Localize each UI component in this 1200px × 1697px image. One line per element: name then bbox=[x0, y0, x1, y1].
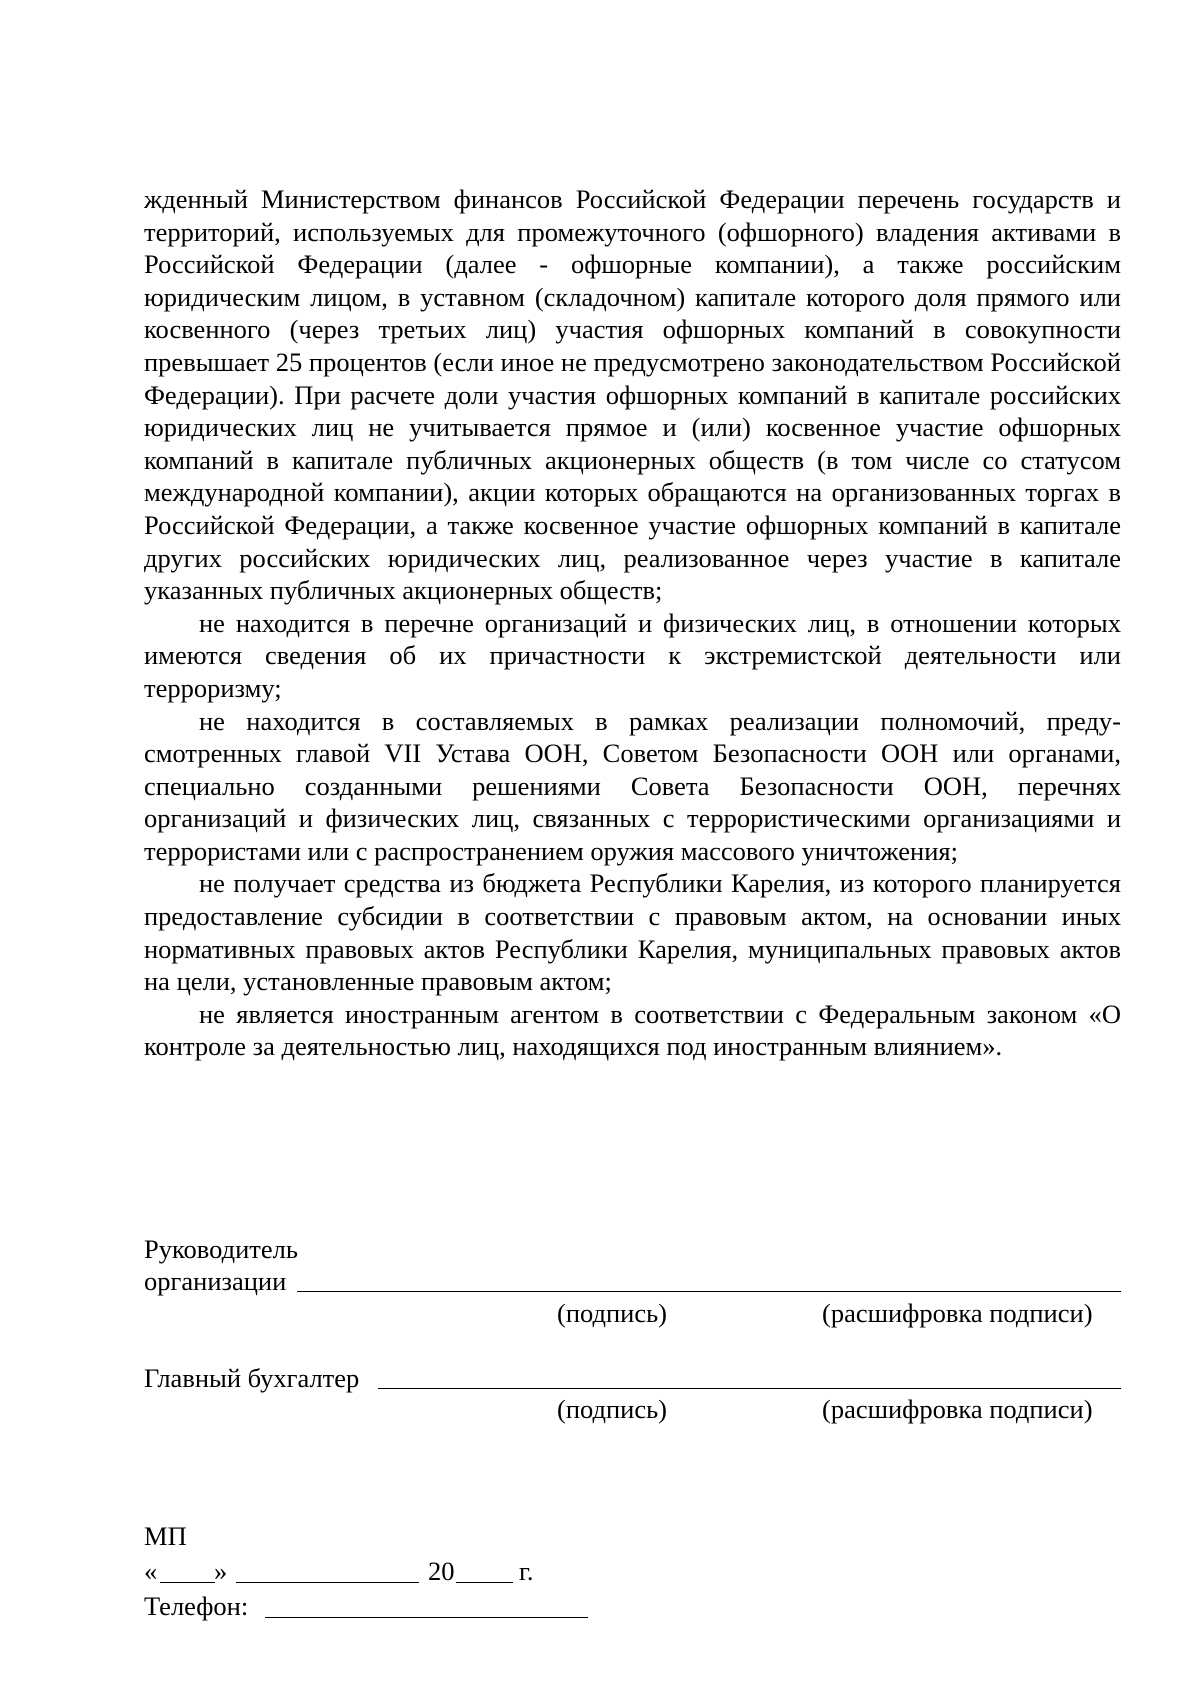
paragraph-extremism: не находится в перечне организаций и физических лиц, в отношении которых имеются сведения об их причастности к экстремистской деятельности или терроризму; bbox=[144, 607, 1121, 703]
phone-label: Телефон: bbox=[144, 1591, 249, 1621]
head-label-line1: Руководитель bbox=[144, 1234, 298, 1264]
body-text bbox=[144, 183, 1121, 1063]
paragraph-un-lists: не находится в составляемых в рамках реализации полномочий, предусмотренных главой VII Устава ООН, Советом Безопасности ООН или органами, специально созданными решениями Совета Безопасности ООН, перечнях организаций и физических лиц, связанных с террористическими организациями и террористами или с распространением оружия массового уничтожения; bbox=[144, 705, 1121, 866]
paragraph-offshore: жденный Министерством финансов Российской Федерации перечень государств и территорий, используемых для промежуточного (офшорного) владения активами в Российской Федерации (далее - офшорные компании), а также российским юридическим лицом, в уставном (складочном) капитале которого доля прямого или косвенного (через третьих лиц) участия офшорных компаний в совокупности превышает 25 процентов (если иное не предусмотрено законодательством Российской Федерации). При расчете доли участия офшорных компаний в капитале российских юридических лиц не учитывается прямое и (или) косвенное участие офшорных компаний в капитале публичных акционерных обществ (в том числе со статусом международной компании), акции которых обращаются на организованных торгах в Российской Федерации, а также косвенное участие офшорных компаний в капитале других российских юридических лиц, реализованное через участие в капитале указанных публичных акционерных обществ; bbox=[144, 184, 1121, 606]
phone-line[interactable] bbox=[265, 1617, 588, 1618]
date-year-prefix: 20 bbox=[428, 1556, 455, 1586]
accountant-label: Главный бухгалтер bbox=[144, 1363, 360, 1393]
head-decode-caption: (расшифровка подписи) bbox=[822, 1298, 1093, 1328]
stamp-label: МП bbox=[144, 1521, 187, 1551]
date-day-line[interactable] bbox=[160, 1582, 215, 1583]
head-signature-caption: (подпись) bbox=[557, 1298, 668, 1328]
head-signature-line[interactable] bbox=[297, 1291, 1121, 1292]
date-quote-close: » bbox=[214, 1556, 228, 1586]
date-year-suffix: г. bbox=[519, 1556, 534, 1586]
accountant-signature-caption: (подпись) bbox=[557, 1394, 668, 1424]
date-month-line[interactable] bbox=[236, 1582, 419, 1583]
date-year-line[interactable] bbox=[456, 1582, 513, 1583]
paragraph-budget: не получает средства из бюджета Республики Карелия, из которого планируется предоставление субсидии в соответствии с правовым актом, на основании иных нормативных правовых актов Республики Карелия, муниципальных правовых актов на цели, установленные правовым актом; bbox=[144, 868, 1121, 997]
accountant-decode-caption: (расшифровка подписи) bbox=[822, 1394, 1093, 1424]
date-quote-open: « bbox=[144, 1556, 158, 1586]
accountant-signature-line[interactable] bbox=[378, 1388, 1121, 1389]
paragraph-foreign-agent: не является иностранным агентом в соответствии с Федеральным законом «О контроле за деятельностью лиц, находящихся под иностранным влиянием». bbox=[144, 998, 1121, 1062]
head-label-line2: организации bbox=[144, 1266, 287, 1296]
